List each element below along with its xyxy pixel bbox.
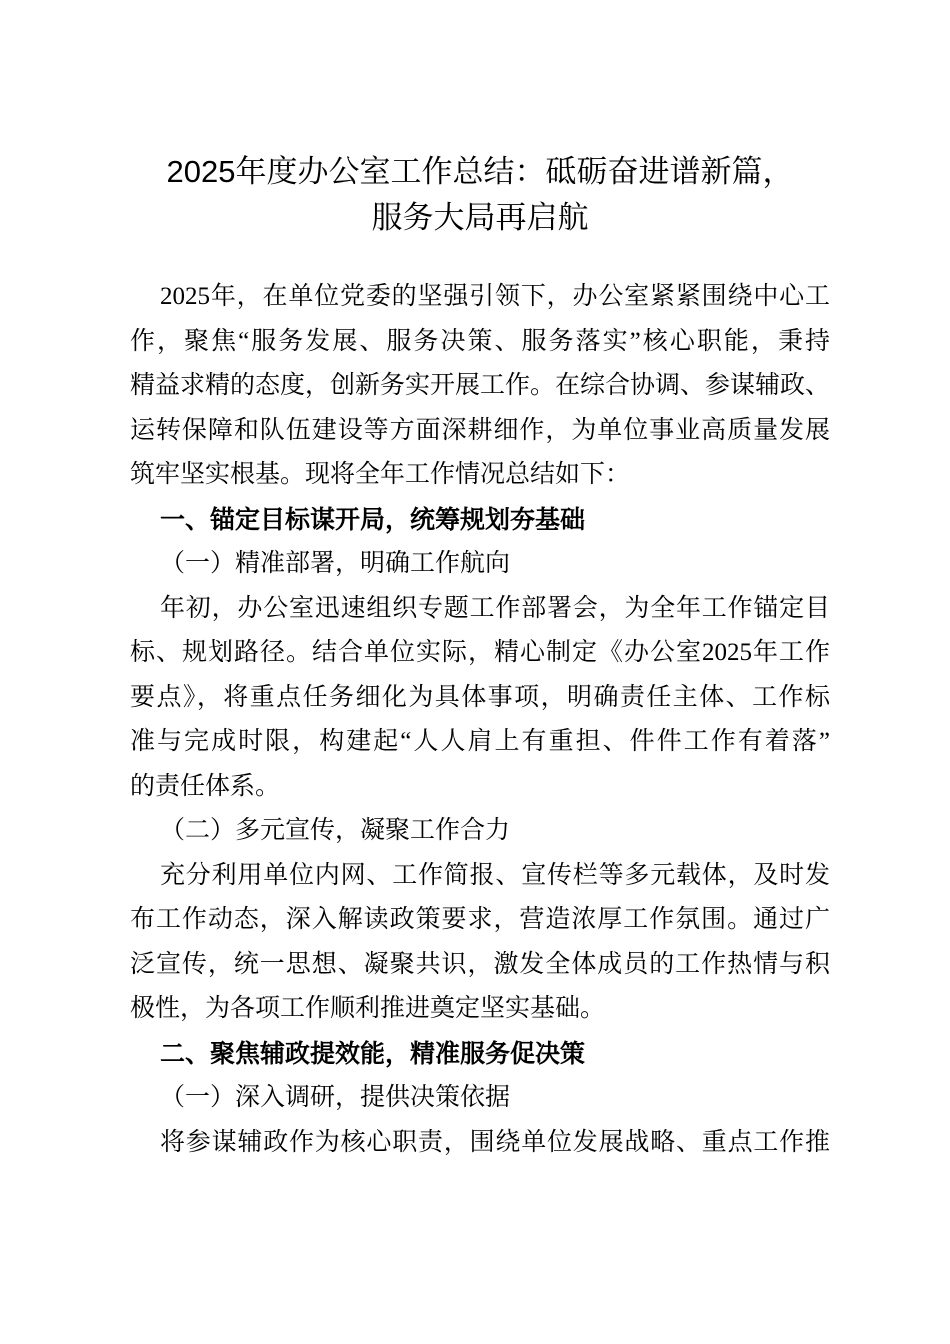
paragraph-line: 泛宣传，统一思想、凝聚共识，激发全体成员的工作热情与积 xyxy=(130,950,830,978)
paragraph-line: 将参谋辅政作为核心职责，围绕单位发展战略、重点工作推 xyxy=(160,1128,830,1156)
paragraph-line: 标、规划路径。结合单位实际，精心制定《办公室2025年工作 xyxy=(130,639,830,666)
paragraph-line: 年初，办公室迅速组织专题工作部署会，为全年工作锚定目 xyxy=(160,594,830,622)
paragraph-line: 筑牢坚实根基。现将全年工作情况总结如下： xyxy=(130,461,631,488)
paragraph-line: 充分利用单位内网、工作简报、宣传栏等多元载体，及时发 xyxy=(160,861,830,889)
paragraph-line: 准与完成时限，构建起“人人肩上有重担、件件工作有着落” xyxy=(130,728,830,755)
subsection-heading: （一）深入调研，提供决策依据 xyxy=(160,1084,511,1111)
paragraph-line: 要点》，将重点任务细化为具体事项，明确责任主体、工作标 xyxy=(130,683,830,711)
paragraph-line: 精益求精的态度，创新务实开展工作。在综合协调、参谋辅政、 xyxy=(130,372,831,399)
paragraph-line: 极性，为各项工作顺利推进奠定坚实基础。 xyxy=(130,995,606,1022)
paragraph-line: 作，聚焦“服务发展、服务决策、服务落实”核心职能，秉持 xyxy=(130,327,830,355)
section-heading: 二、聚焦辅政提效能，精准服务促决策 xyxy=(160,1039,586,1068)
section-heading: 一、锚定目标谋开局，统筹规划夯基础 xyxy=(160,505,586,534)
subsection-heading: （一）精准部署，明确工作航向 xyxy=(160,550,511,577)
paragraph xyxy=(130,587,830,810)
document-page xyxy=(130,149,830,1165)
document-title-line-2: 服务大局再启航 xyxy=(371,200,589,235)
subsection-heading: （二）多元宣传，凝聚工作合力 xyxy=(160,817,511,844)
paragraph-line: 运转保障和队伍建设等方面深耕细作，为单位事业高质量发展 xyxy=(130,416,830,444)
intro-paragraph xyxy=(130,275,830,498)
paragraph-line: 布工作动态，深入解读政策要求，营造浓厚工作氛围。通过广 xyxy=(130,906,830,933)
paragraph-line: 的责任体系。 xyxy=(130,772,281,800)
paragraph-line: 2025年，在单位党委的坚强引领下，办公室紧紧围绕中心工 xyxy=(160,283,830,310)
document-title-line-1: 2025年度办公室工作总结：砥砺奋进谱新篇， xyxy=(166,154,794,189)
paragraph xyxy=(130,854,830,1032)
